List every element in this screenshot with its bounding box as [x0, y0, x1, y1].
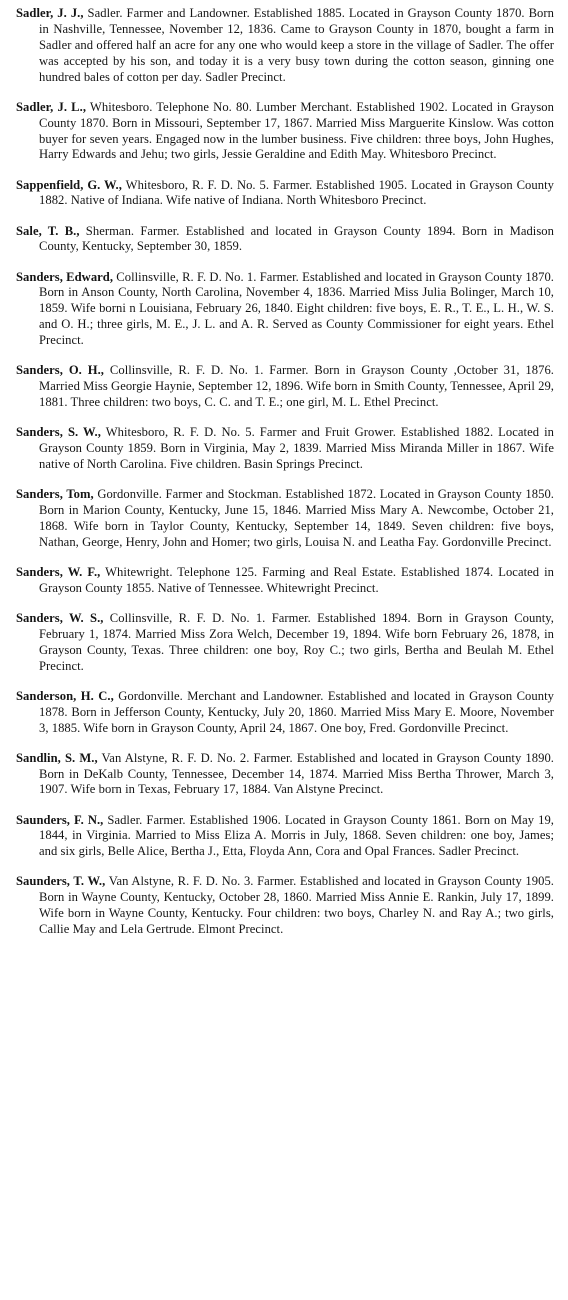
entry-text: Van Alstyne, R. F. D. No. 2. Farmer. Established and located in Grayson County 1890. Born in DeKalb County, Tennessee, December 14, 1874. Married Miss Bertha Thrower, March 3, 1907. Wife born in Texas, February 17, 1884. Van Alstyne Precinct. — [39, 750, 555, 797]
directory-entry — [16, 363, 554, 411]
directory-entry — [16, 565, 554, 597]
directory-entry — [16, 6, 554, 86]
entry-name: Saunders, T. W., — [16, 874, 106, 889]
directory-entry — [16, 689, 554, 737]
directory-entry — [16, 100, 554, 164]
entry-text: Sherman. Farmer. Established and located in Grayson County 1894. Born in Madison County, Kentucky, September 30, 1859. — [39, 223, 554, 254]
entry-name: Sanders, Edward, — [16, 269, 114, 284]
entry-name: Sanders, W. F., — [16, 564, 101, 579]
entry-name: Sandlin, S. M., — [16, 750, 98, 765]
directory-entry — [16, 270, 554, 350]
entry-name: Sappenfield, G. W., — [16, 177, 122, 192]
entry-text: Van Alstyne, R. F. D. No. 3. Farmer. Established and located in Grayson County 1905. Born in Wayne County, Kentucky, October 28, 1860. Married Miss Annie E. Rankin, July 17, 1899. Wife born in Wayne County, Kentucky. Four children: two boys, Charley N. and Ray A.; two girls, Callie May and Lela Gertrude. Elmont Precinct. — [39, 874, 554, 937]
entry-name: Sale, T. B., — [16, 223, 80, 238]
directory-entry — [16, 224, 554, 256]
directory-entry — [16, 425, 554, 473]
entry-text: Gordonville. Merchant and Landowner. Established and located in Grayson County 1878. Born in Jefferson County, Kentucky, July 20, 1860. Married Miss Mary E. Moore, November 3, 1885. Wife born in Grayson County, April 24, 1867. One boy, Fred. Gordonville Precinct. — [39, 688, 554, 735]
entry-name: Sanders, O. H., — [16, 363, 105, 378]
entry-name: Sanders, Tom, — [16, 487, 94, 502]
entry-name: Sanders, S. W., — [16, 425, 101, 440]
entry-text: Whitesboro. Telephone No. 80. Lumber Merchant. Established 1902. Located in Grayson County 1870. Born in Missouri, September 17, 1867. Married Miss Marguerite Kinslow. Was cotton buyer for seven years. Engaged now in the lumber business. Five children: three boys, John Hughes, Harry Edwards and Jehu; two girls, Jessie Geraldine and Edith May. Whitesboro Precinct. — [39, 99, 554, 162]
entry-text: Collinsville, R. F. D. No. 1. Farmer. Established 1894. Born in Grayson County, February 1, 1874. Married Miss Zora Welch, December 19, 1894. Wife born February 26, 1878, in Grayson County, Texas. Three children: one boy, Roy C.; two girls, Bertha and Beulah M. Ethel Precinct. — [39, 610, 554, 673]
entry-text: Collinsville, R. F. D. No. 1. Farmer. Established and located in Grayson County 1870. Born in Anson County, North Carolina, November 4, 1836. Married Miss Julia Bolinger, March 10, 1859. Wife borni n Louisiana, February 26, 1840. Eight children: five boys, E. R., T. E., L. H., W. S. and O. H.; three girls, M. E., J. L. and A. R. Served as County Commissioner for eight years. Ethel Precinct. — [39, 269, 554, 348]
directory-entry — [16, 751, 554, 799]
entry-name: Sadler, J. J., — [16, 6, 84, 20]
directory-entry — [16, 178, 554, 210]
directory-entry — [16, 611, 554, 675]
entry-name: Saunders, F. N., — [16, 812, 104, 827]
entry-text: Sadler. Farmer. Established 1906. Located in Grayson County 1861. Born on May 19, 1844, in Virginia. Married to Miss Eliza A. Morris in July, 1868. Seven children: one boy, James; and six girls, Belle Alice, Bertha J., Etta, Floyda Ann, Cora and Opal Frances. Sadler Precinct. — [39, 812, 554, 859]
entry-text: Collinsville, R. F. D. No. 1. Farmer. Born in Grayson County ,October 31, 1876. Married Miss Georgie Haynie, September 12, 1896. Wife born in Smith County, Tennessee, April 29, 1881. Three children: two boys, C. C. and T. E.; one girl, M. L. Ethel Precinct. — [39, 363, 554, 410]
directory-entry — [16, 487, 554, 551]
entry-name: Sanders, W. S., — [16, 610, 104, 625]
directory-entry — [16, 813, 554, 861]
directory-entry — [16, 874, 554, 938]
entry-text: Whitesboro, R. F. D. No. 5. Farmer and Fruit Grower. Established 1882. Located in Grayson County 1859. Born in Virginia, May 2, 1839. Married Miss Miranda Miller in 1867. Wife native of North Carolina. Five children. Basin Springs Precinct. — [39, 425, 554, 471]
entry-name: Sanderson, H. C., — [16, 688, 114, 703]
entry-text: Whitewright. Telephone 125. Farming and Real Estate. Established 1874. Located in Grayson County 1855. Native of Tennessee. Whitewright Precinct. — [39, 564, 554, 595]
entry-text: Whitesboro, R. F. D. No. 5. Farmer. Established 1905. Located in Grayson County 1882. Native of Indiana. Wife native of Indiana. North Whitesboro Precinct. — [39, 177, 554, 208]
entry-name: Sadler, J. L., — [16, 99, 87, 114]
entry-text: Sadler. Farmer and Landowner. Established 1885. Located in Grayson County 1870. Born in Nashville, Tennessee, November 12, 1836. Came to Grayson County in 1870, bought a farm in Sadler and offered half an acre for any one who would keep a store in the village of Sadler. The offer was accepted by his son, and today it is a very busy town during the cotton season, ginning one hundred bales of cotton per day. Sadler Precinct. — [39, 6, 554, 84]
entry-text: Gordonville. Farmer and Stockman. Established 1872. Located in Grayson County 1850. Born in Marion County, Kentucky, June 15, 1846. Married Miss Mary A. Newcombe, October 21, 1868. Wife born in Taylor County, Kentucky, September 14, 1849. Seven children: five boys, Nathan, George, Henry, John and Homer; two girls, Louisa N. and Leatha Fay. Gordonville Precinct. — [39, 487, 554, 549]
